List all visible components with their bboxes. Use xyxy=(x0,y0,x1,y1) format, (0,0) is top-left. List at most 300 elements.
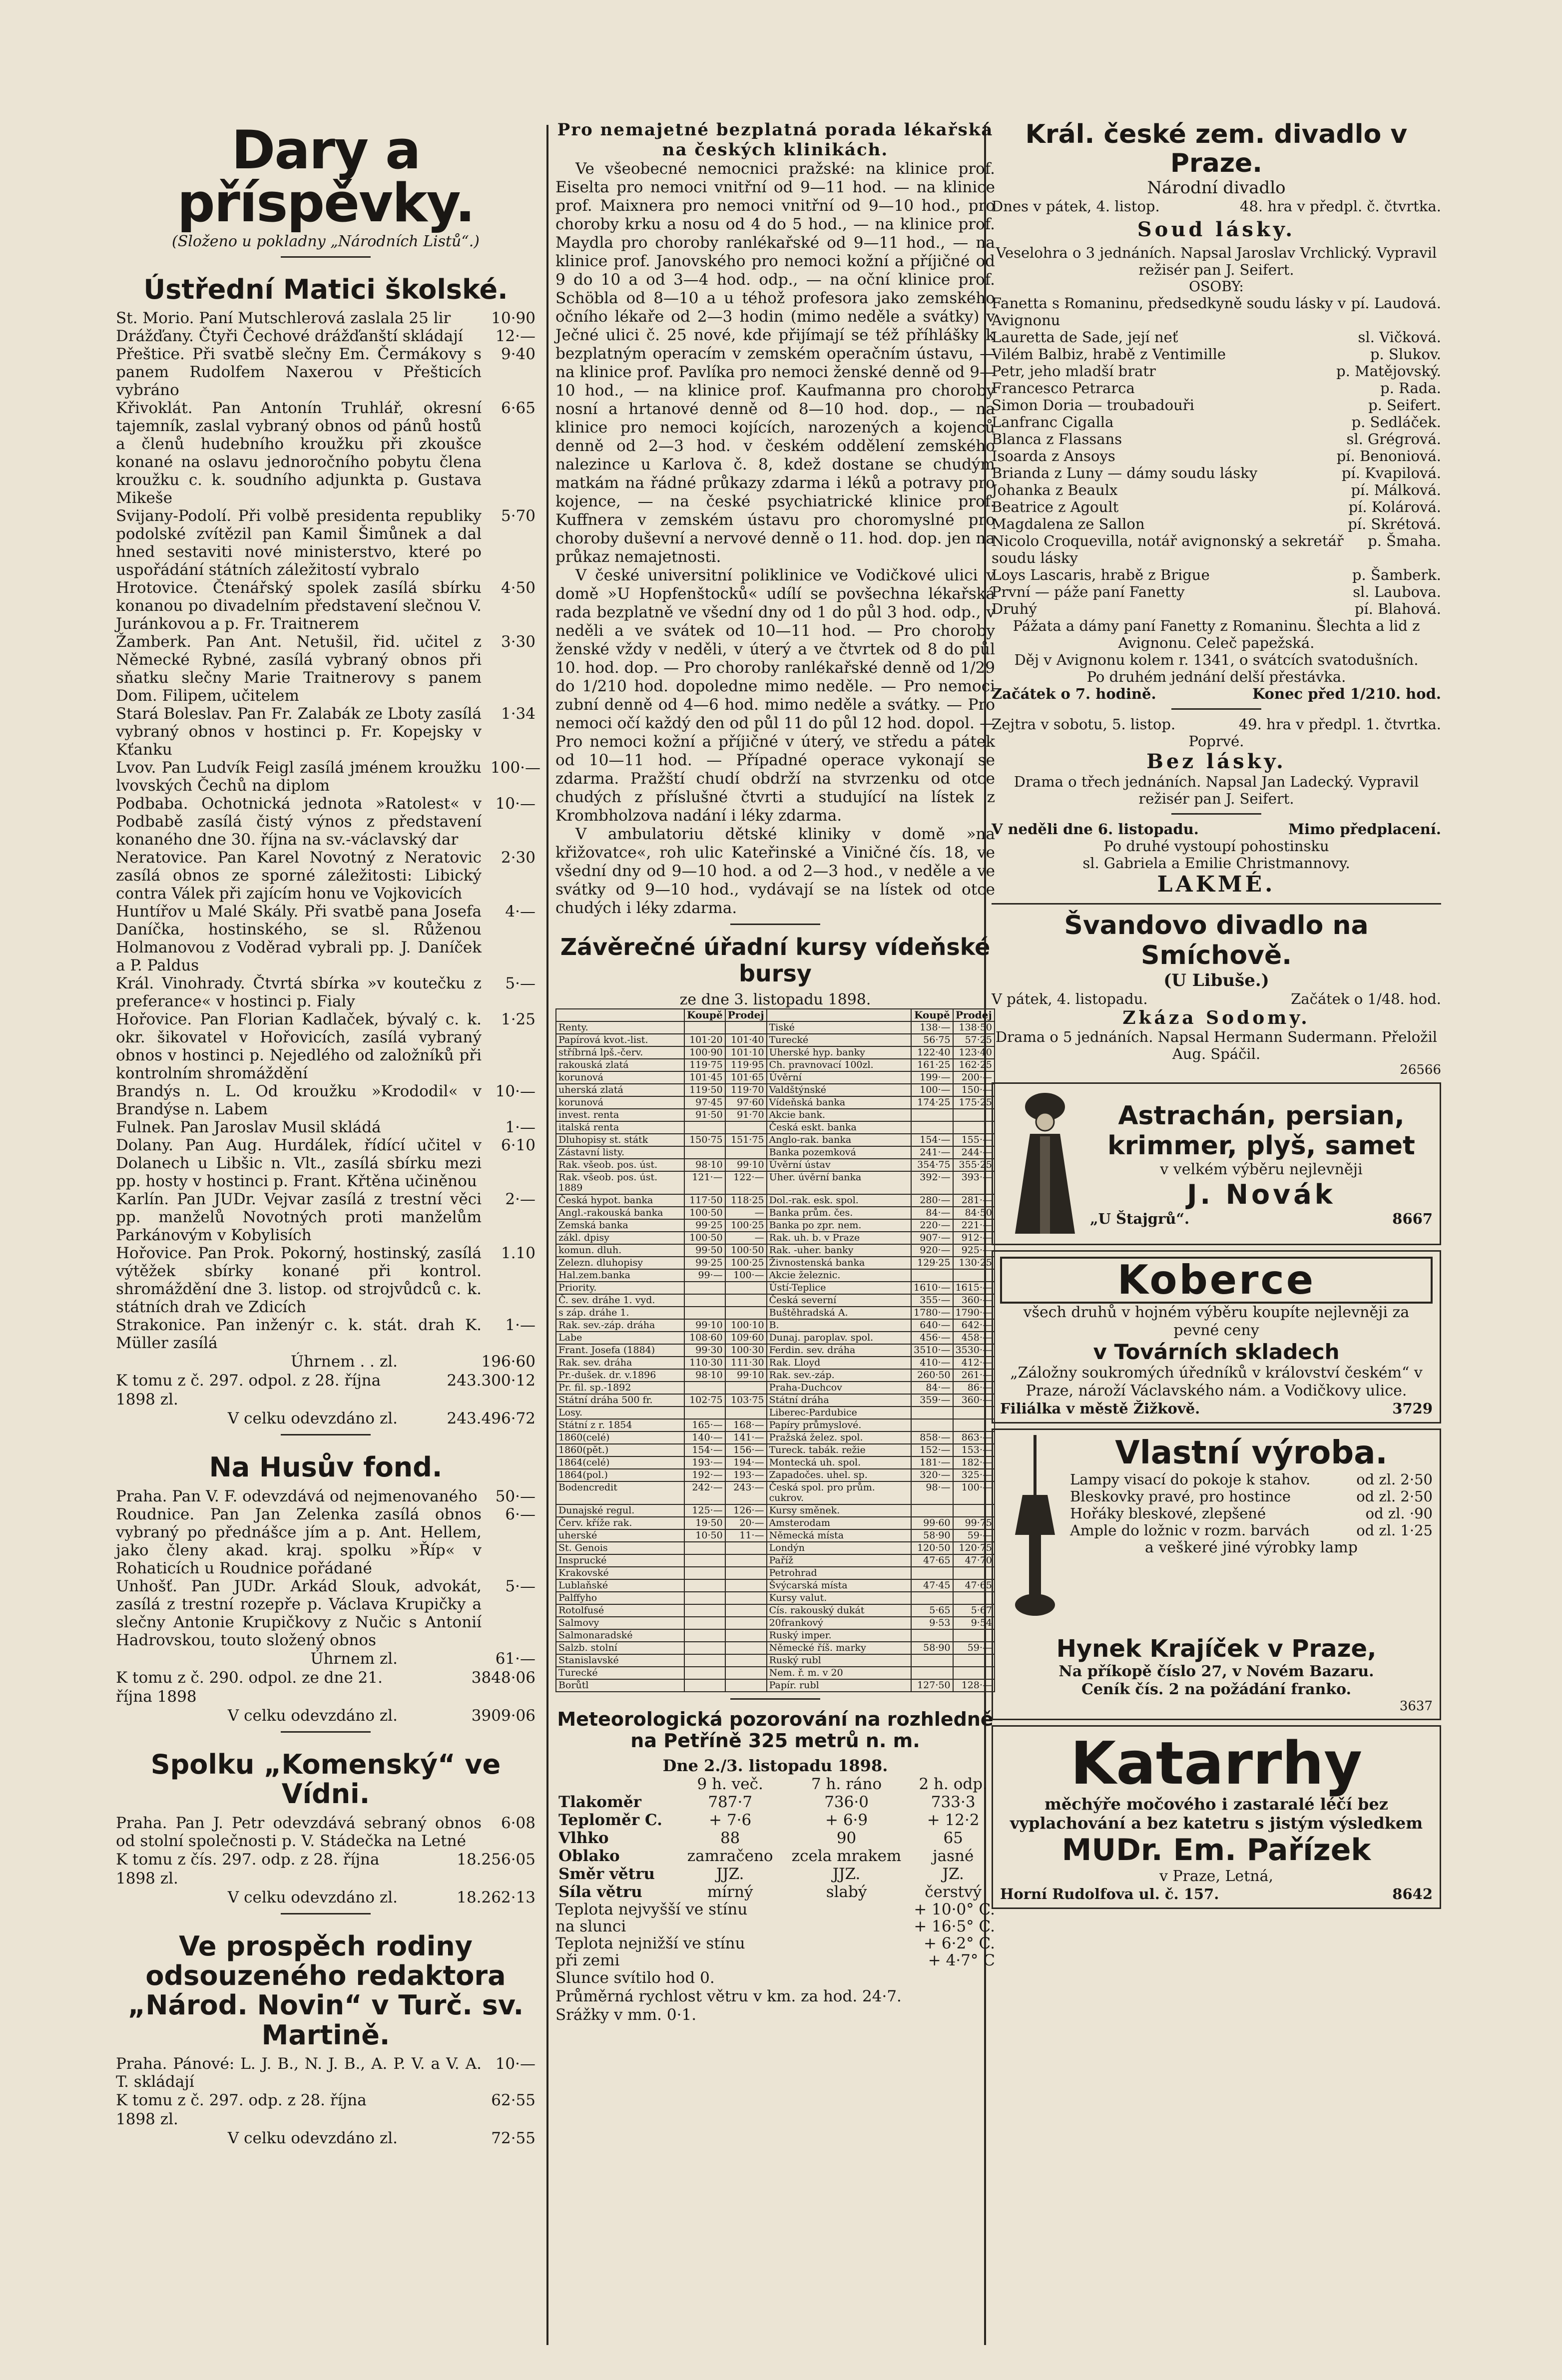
col-header: Koupě xyxy=(911,1009,953,1021)
bursa-cell: Německé říš. marky xyxy=(767,1642,912,1654)
carry-row: K tomu z č. 297. odpol. z 28. října 1898 zl. 243.300·12 xyxy=(116,1372,535,1409)
bursa-cell xyxy=(911,1654,953,1667)
donation-text: Neratovice. Pan Karel Novotný z Neratovic zasílá obnos ze sporné záležitosti: Libický contra Válek při zajícím honu ve Vojkovicích xyxy=(116,849,482,903)
cast-row xyxy=(992,329,1441,346)
play-note: Pážata a dámy paní Fanetty z Romaninu. Šlechta a lid z Avignonu. Celeč papežská. xyxy=(1013,617,1420,651)
date-row: Zejtra v sobotu, 5. listop. 49. hra v předpl. 1. čtvrtka. xyxy=(992,716,1441,733)
bursa-cell: 125·— xyxy=(684,1504,725,1517)
donation-amount: 6·10 xyxy=(501,1136,535,1155)
bursa-cell: Č. sev. dráhe 1. vyd. xyxy=(556,1294,684,1307)
donation-amount: 6·08 xyxy=(501,1814,535,1832)
bursa-cell: Rak. sev.-záp. xyxy=(767,1369,912,1382)
bursa-cell: 360·— xyxy=(953,1394,995,1407)
bursa-cell: Státní z r. 1854 xyxy=(556,1419,684,1431)
bursa-cell: 325·— xyxy=(953,1469,995,1481)
bursa-cell: Pražská želez. spol. xyxy=(767,1431,912,1444)
bursa-cell: Česká hypot. banka xyxy=(556,1194,684,1207)
ad-number: 3637 xyxy=(1399,1699,1433,1714)
bursa-cell: 98·— xyxy=(911,1481,953,1504)
bursa-cell xyxy=(725,1567,767,1579)
bursa-cell: 244·— xyxy=(953,1146,995,1159)
bursa-cell: 174·25 xyxy=(911,1096,953,1109)
meteo-cell: JZ. xyxy=(942,1865,964,1884)
cast-row xyxy=(992,414,1441,431)
donation-amount: 2·30 xyxy=(501,849,535,867)
cast-role: Petr, jeho mladší bratr xyxy=(992,363,1156,380)
donation-text: Huntířov u Malé Skály. Při svatbě pana Josefa Daníčka, hostinského, se sl. Růženou Holmanovou z Voděrad vybrali pp. J. Daníček a P. Paldus xyxy=(116,903,482,975)
bursa-cell xyxy=(911,1629,953,1642)
bursa-row xyxy=(556,1257,995,1269)
bursa-cell: 1860(celé) xyxy=(556,1431,684,1444)
theatre-title: Král. české zem. divadlo v Praze. xyxy=(1025,119,1408,178)
ad-number: 8642 xyxy=(1392,1886,1433,1903)
meteo-rain: Srážky v mm. 0·1. xyxy=(555,2006,697,2024)
bursa-cell xyxy=(725,1146,767,1159)
donation-amount: 12·— xyxy=(495,327,535,346)
bursa-cell: 103·75 xyxy=(725,1394,767,1407)
bursa-cell: 100·— xyxy=(953,1481,995,1504)
donation-amount: 10·— xyxy=(495,795,535,813)
donation-text: Praha. Pan V. F. odevzdává od nejmenovaného xyxy=(116,1487,478,1505)
cast-role: Francesco Petrarca xyxy=(992,380,1135,397)
bursa-cell: 141·— xyxy=(725,1431,767,1444)
bursa-row xyxy=(556,1232,995,1244)
bursa-cell: Česká spol. pro prům. cukrov. xyxy=(767,1481,912,1504)
bursa-cell: Zástavní listy. xyxy=(556,1146,684,1159)
carpet-advert xyxy=(992,1250,1441,1424)
bursa-cell: 154·— xyxy=(911,1134,953,1146)
bursa-cell: 110·30 xyxy=(684,1357,725,1369)
ad-text: měchýře močového i zastaralé léčí bez vyplachování a bez katetru s jistým výsledkem xyxy=(1010,1795,1423,1833)
bursa-cell xyxy=(684,1617,725,1629)
meteo-extreme-row xyxy=(555,1901,995,1918)
bursa-cell: 10·50 xyxy=(684,1529,725,1542)
cast-row xyxy=(992,295,1441,329)
meteo-table xyxy=(555,1775,995,1901)
donation-text: Drážďany. Čtyři Čechové drážďanští skládají xyxy=(116,327,463,346)
cast-actor: p. Šamberk. xyxy=(1352,566,1441,583)
bursa-cell: 101·10 xyxy=(725,1046,767,1059)
ad-text: a veškeré jiné výrobky lamp xyxy=(1145,1539,1358,1556)
bursa-cell: Ústí-Teplice xyxy=(767,1282,912,1294)
bursa-cell: 91·50 xyxy=(684,1109,725,1121)
section-title: Ve prospěch rodiny odsouzeného redaktora „Národ. Novin“ v Turč. sv. Martině. xyxy=(127,1930,524,2051)
bursa-cell: 5·65 xyxy=(911,1604,953,1617)
play-description: Drama o 5 jednáních. Napsal Hermann Sudermann. Přeložil Aug. Spáčil. xyxy=(995,1028,1438,1062)
bursa-cell xyxy=(953,1407,995,1419)
bursa-row xyxy=(556,1431,995,1444)
bursa-cell: 150·— xyxy=(953,1084,995,1096)
bursa-cell: 138·— xyxy=(911,1021,953,1034)
bursa-cell: 912·— xyxy=(953,1232,995,1244)
total-row: Úhrnem zl. 61·— xyxy=(310,1649,535,1668)
bursa-cell: 126·— xyxy=(725,1504,767,1517)
cast-actor: pí. Blahová. xyxy=(1354,600,1441,617)
bursa-row xyxy=(556,1344,995,1357)
bursa-row xyxy=(556,1084,995,1096)
col-header: 7 h. ráno xyxy=(811,1775,882,1794)
bursa-cell: 119·75 xyxy=(684,1059,725,1071)
cast-actor: sl. Laubova. xyxy=(1353,583,1441,600)
play-description: Drama o třech jednáních. Napsal Jan Ladecký. Vypravil režisér pan J. Seifert. xyxy=(1014,773,1419,807)
bursa-cell: Renty. xyxy=(556,1021,684,1034)
donation-amount: 2·— xyxy=(505,1190,535,1209)
divider xyxy=(281,256,371,258)
sum-row: V celku odevzdáno zl. 72·55 xyxy=(227,2129,535,2148)
bursa-cell: 161·25 xyxy=(911,1059,953,1071)
bursa-row xyxy=(556,1194,995,1207)
bursa-cell xyxy=(684,1629,725,1642)
bursa-cell: Tiské xyxy=(767,1021,912,1034)
bursa-row xyxy=(556,1567,995,1579)
cast-role: Johanka z Beaulx xyxy=(992,481,1118,498)
meteo-extreme-label: Teplota nejnižší ve stínu xyxy=(555,1934,745,1953)
bursa-cell: 127·50 xyxy=(911,1679,953,1692)
meteo-extreme-label: Teplota nejvyšší ve stínu xyxy=(555,1901,748,1919)
donation-text: Hořovice. Pan Prok. Pokorný, hostinský, zasílá výtěžek sbírky konané při kontrol. shromáždění dne 3. listop. od strojvůdců c. k. státních drah ve Zdicích xyxy=(116,1244,482,1317)
cast-row xyxy=(992,583,1441,600)
bursa-cell: 920·— xyxy=(911,1244,953,1257)
bursa-cell: 162·25 xyxy=(953,1059,995,1071)
meteo-cell: 733·3 xyxy=(931,1793,976,1812)
bursa-row xyxy=(556,1407,995,1419)
cast-actor: pí. Kvapilová. xyxy=(1341,465,1441,481)
bursa-row xyxy=(556,1282,995,1294)
bursa-row xyxy=(556,1629,995,1642)
meteo-row xyxy=(555,1793,995,1811)
cast-role: Blanca z Flassans xyxy=(992,431,1122,448)
donation-entry xyxy=(116,849,535,903)
bursa-cell xyxy=(684,1121,725,1134)
cast-row xyxy=(992,431,1441,448)
bursa-cell xyxy=(684,1579,725,1592)
section-title: Na Husův fond. xyxy=(209,1451,443,1483)
bursa-cell: Švýcarská místa xyxy=(767,1579,912,1592)
bursa-row xyxy=(556,1121,995,1134)
bursa-cell xyxy=(911,1592,953,1604)
cast-row xyxy=(992,498,1441,515)
donation-text: Karlín. Pan JUDr. Vejvar zasílá z trestní věci pp. manželů Novotných proti manželům Parkánovým v Kobylisích xyxy=(116,1190,482,1245)
play-title: Soud lásky. xyxy=(1137,218,1296,241)
bursa-cell: 123·40 xyxy=(953,1046,995,1059)
svanda-subtitle: (U Libuše.) xyxy=(1163,970,1269,990)
bursa-cell: 261·— xyxy=(953,1369,995,1382)
theatre-ads-column xyxy=(992,120,1441,2350)
bursa-cell xyxy=(911,1109,953,1121)
bursa-cell: Pr. fil. sp.-1892 xyxy=(556,1382,684,1394)
bursa-cell: Amsterodam xyxy=(767,1517,912,1529)
bursa-cell: 140·— xyxy=(684,1431,725,1444)
bursa-cell: — xyxy=(725,1232,767,1244)
divider xyxy=(281,1913,371,1914)
donation-text: Král. Vinohrady. Čtvrtá sbírka »v koutečku z preferance« v hostinci p. Fialy xyxy=(116,974,482,1011)
bursa-cell: 99·10 xyxy=(725,1369,767,1382)
bursa-cell: 100·50 xyxy=(684,1207,725,1219)
bursa-cell: 19·50 xyxy=(684,1517,725,1529)
bursa-cell: Turecké xyxy=(556,1667,684,1679)
bursa-cell xyxy=(911,1504,953,1517)
bursa-cell: 5·67 xyxy=(953,1604,995,1617)
cast-row xyxy=(992,397,1441,414)
ad-headline: Astrachán, persian, xyxy=(1118,1100,1405,1131)
bursa-cell: St. Genois xyxy=(556,1542,684,1554)
cast-role: Lauretta de Sade, její neť xyxy=(992,329,1178,346)
bursa-cell: Úvěrní ústav xyxy=(767,1159,912,1171)
bursa-cell: 193·— xyxy=(684,1456,725,1469)
bursa-cell xyxy=(725,1307,767,1319)
donations-subtitle: (Složeno u pokladny „Národních Listů“.) xyxy=(172,233,480,250)
bursa-date: ze dne 3. listopadu 1898. xyxy=(679,990,871,1008)
meteo-date: Dne 2./3. listopadu 1898. xyxy=(662,1756,888,1776)
bursa-cell xyxy=(911,1419,953,1431)
bursa-cell xyxy=(725,1604,767,1617)
divider xyxy=(281,1434,371,1435)
bursa-cell: 100·25 xyxy=(725,1219,767,1232)
bursa-cell: 165·— xyxy=(684,1419,725,1431)
meteo-cell: 90 xyxy=(836,1829,857,1848)
bursa-cell: korunová xyxy=(556,1096,684,1109)
product-row xyxy=(1070,1505,1433,1522)
donation-text: Unhošť. Pan JUDr. Arkád Slouk, advokát, zasílá z trestní rozepře p. Václava Krupičky a slečny Antonie Krupičkovy z Nučic s Antonií Hadrovskou, touto složený obnos xyxy=(116,1577,482,1649)
meteo-row xyxy=(555,1883,995,1901)
donation-entry xyxy=(116,1316,535,1352)
cast-role: Druhý xyxy=(992,600,1037,617)
meteo-cell: JJZ. xyxy=(716,1865,744,1884)
bursa-cell: 100·— xyxy=(725,1269,767,1282)
bursa-cell: Angl.-rakouská banka xyxy=(556,1207,684,1219)
bursa-cell: 122·40 xyxy=(911,1046,953,1059)
bursa-cell: 9·54 xyxy=(953,1617,995,1629)
bursa-cell: 56·75 xyxy=(911,1034,953,1046)
lamp-icon xyxy=(1000,1435,1070,1635)
product-price: od zl. 2·50 xyxy=(1356,1488,1433,1505)
donation-entry xyxy=(116,974,535,1010)
bursa-row xyxy=(556,1679,995,1692)
bursa-cell: 858·— xyxy=(911,1431,953,1444)
cast-list xyxy=(992,295,1441,617)
bursa-cell: Valdštýnské xyxy=(767,1084,912,1096)
donation-text: Hrotovice. Čtenářský spolek zasílá sbírku konanou po divadelním představení slečnou V. Juránkovou a p. Fr. Traitnerem xyxy=(116,579,482,633)
cast-row xyxy=(992,448,1441,465)
bursa-cell: 121·— xyxy=(684,1171,725,1194)
time-row: Začátek o 7. hodině. Konec před 1/210. hod. xyxy=(992,685,1441,702)
bursa-cell: Dunajské regul. xyxy=(556,1504,684,1517)
bursa-cell: 98·10 xyxy=(684,1369,725,1382)
donation-amount: 4·— xyxy=(505,903,535,921)
bursa-cell: Úvěrní xyxy=(767,1071,912,1084)
bursa-cell: Tureck. tabák. režie xyxy=(767,1444,912,1456)
carry-row: K tomu z čís. 297. odp. z 28. října 1898 zl. 18.256·05 xyxy=(116,1850,535,1888)
donation-text: Lvov. Pan Ludvík Feigl zasílá jménem kroužku lvovských Čechů na diplom xyxy=(116,759,482,795)
bursa-cell xyxy=(725,1654,767,1667)
bursa-cell: 59·— xyxy=(953,1529,995,1542)
bursa-row xyxy=(556,1021,995,1034)
ad-text: „Záložny soukromých úředníků v království českém“ v Praze, nároží Václavského nám. a Vodičkovy ulice. xyxy=(1010,1364,1423,1400)
product-name: Ample do ložnic v rozm. barvách xyxy=(1070,1522,1310,1539)
bursa-cell: 200·— xyxy=(953,1071,995,1084)
bursa-cell: 1610·— xyxy=(911,1282,953,1294)
bursa-cell: 907·— xyxy=(911,1232,953,1244)
bursa-cell: 456·— xyxy=(911,1332,953,1344)
bursa-row xyxy=(556,1481,995,1504)
donation-entry xyxy=(116,705,535,759)
bursa-cell: italská renta xyxy=(556,1121,684,1134)
sum-row: V celku odevzdáno zl. 3909·06 xyxy=(227,1706,535,1725)
bursa-row xyxy=(556,1369,995,1382)
clinics-bursa-column xyxy=(555,120,995,2350)
bursa-row xyxy=(556,1207,995,1219)
cast-row xyxy=(992,481,1441,498)
bursa-cell: 59·— xyxy=(953,1642,995,1654)
bursa-cell xyxy=(725,1382,767,1394)
bursa-cell: Turecké xyxy=(767,1034,912,1046)
meteo-cell: Teploměr C. xyxy=(558,1811,662,1830)
donation-entry xyxy=(116,1244,535,1316)
product-name: Bleskovky pravé, pro hostince xyxy=(1070,1488,1291,1505)
bursa-cell: Zemská banka xyxy=(556,1219,684,1232)
bursa-cell: 458·— xyxy=(953,1332,995,1344)
bursa-cell: 91·70 xyxy=(725,1109,767,1121)
bursa-cell: 100·— xyxy=(911,1084,953,1096)
bursa-cell: 117·50 xyxy=(684,1194,725,1207)
play-title: LAKMÉ. xyxy=(1157,872,1276,897)
bursa-cell xyxy=(684,1654,725,1667)
bursa-cell: 47·65 xyxy=(911,1554,953,1567)
cast-actor: pí. Benoniová. xyxy=(1336,448,1441,465)
ad-name: J. Novák xyxy=(1187,1178,1336,1210)
bursa-cell xyxy=(911,1407,953,1419)
fur-advert xyxy=(992,1082,1441,1245)
bursa-cell: Cís. rakouský dukát xyxy=(767,1604,912,1617)
bursa-cell xyxy=(684,1307,725,1319)
bursa-title: Závěrečné úřadní kursy vídeňské bursy xyxy=(560,934,991,987)
bursa-cell: 280·— xyxy=(911,1194,953,1207)
bursa-cell: Uher. úvěrní banka xyxy=(767,1171,912,1194)
bursa-cell xyxy=(684,1407,725,1419)
meteo-cell: + 7·6 xyxy=(709,1811,752,1830)
donation-amount: 6·65 xyxy=(501,399,535,418)
bursa-cell xyxy=(684,1592,725,1604)
cast-role: Loys Lascaris, hrabě z Brigue xyxy=(992,566,1210,583)
meteo-cell: zamračeno xyxy=(687,1847,773,1866)
bursa-cell: 1615·— xyxy=(953,1282,995,1294)
meteo-extreme-value: + 4·7° C xyxy=(928,1951,995,1970)
bursa-cell: 99·10 xyxy=(684,1319,725,1332)
cast-actor: p. Rada. xyxy=(1380,380,1441,397)
bursa-cell: 122·— xyxy=(725,1171,767,1194)
bursa-cell: 99·75 xyxy=(953,1517,995,1529)
bursa-cell: Uherské hyp. banky xyxy=(767,1046,912,1059)
donation-amount: 6·— xyxy=(505,1505,535,1523)
bursa-cell: 3510·— xyxy=(911,1344,953,1357)
bursa-cell: stříbrná lpš.-červ. xyxy=(556,1046,684,1059)
bursa-cell: Ferdin. sev. dráha xyxy=(767,1344,912,1357)
meteo-sun: Slunce svítilo hod 0. xyxy=(555,1969,715,1987)
cast-row xyxy=(992,566,1441,583)
bursa-row xyxy=(556,1219,995,1232)
bursa-cell xyxy=(725,1667,767,1679)
bursa-cell: Banka prům. čes. xyxy=(767,1207,912,1219)
meteo-row xyxy=(555,1865,995,1883)
clinics-paragraph: Ve všeobecné nemocnici pražské: na klinice prof. Eiselta pro nemoci vnitřní od 9—11 hod. — na klinice prof. Maixnera pro nemoci vnitřní od 9—10 hod., pro choroby krku a nosu od 4 do 5 hod., — na klinice prof. Maydla pro choroby ranlékařské od 9—11 hod., — na klinice prof. Janovského pro nemoci kožní a příjičné od 9 do 10 a od 3—4 hod. odp., — na oční klinice prof. Schöbla od 8—10 a u téhož profesora jako zemského očního lékaře od 2—3 hodin (mimo neděle a svátky) v Ječné ulici č. 25 nové, kde přijímají se též příhlášky k bezplatným operacím v zemském operačním ústavu, — na klinice prof. Pavlíka pro nemoci ženské denně od 9—10 hod., — na klinice prof. Kaufmanna pro choroby nosní a hrtanové denně od 8—10 hod. dop., — na klinice pro nemoci kojících, narozených a kojenců denně od 2—3 hod. v českém oddělení zemského nalezince u Karlova č. 8, kdež dostane se chudým matkám na řádné průkazy zdarma i léků a potravy pro kojence, — na české psychiatrické klinice prof. Kuffnera v zemském ústavu pro choromyslné pro choroby duševní a nervové denně o 11. hod. dop. jen na průkaz nemajetnosti. xyxy=(555,160,995,566)
donation-amount: 5·70 xyxy=(501,507,535,525)
cast-role: Beatrice z Agoult xyxy=(992,498,1119,515)
ad-number: 8667 xyxy=(1392,1210,1433,1227)
bursa-cell: 175·25 xyxy=(953,1096,995,1109)
meteo-cell: Vlhko xyxy=(558,1829,609,1848)
bursa-cell: Zapadočes. uhel. sp. xyxy=(767,1469,912,1481)
bursa-cell: 354·75 xyxy=(911,1159,953,1171)
bursa-cell: Rak. -uher. banky xyxy=(767,1244,912,1257)
bursa-cell: 129·25 xyxy=(911,1257,953,1269)
bursa-cell: 355·— xyxy=(911,1294,953,1307)
bursa-cell xyxy=(953,1654,995,1667)
meteo-cell: zcela mrakem xyxy=(791,1847,902,1866)
meteo-cell: 88 xyxy=(720,1829,740,1848)
bursa-cell: Pr.-dušek. dr. v.1896 xyxy=(556,1369,684,1382)
bursa-cell: 58·90 xyxy=(911,1529,953,1542)
ad-headline: Katarrhy xyxy=(1070,1729,1363,1798)
donation-text: Podbaba. Ochotnická jednota »Ratolest« v Podbabě zasílá čistý výnos z představení konaného dne 30. října na sv.-václavský dar xyxy=(116,795,482,849)
bursa-cell xyxy=(725,1579,767,1592)
play-note: Po druhém jednání delší přestávka. xyxy=(1086,668,1346,685)
bursa-row xyxy=(556,1667,995,1679)
bursa-cell: 100·25 xyxy=(725,1257,767,1269)
donation-entry xyxy=(116,345,535,399)
meteo-cell: + 12·2 xyxy=(927,1811,980,1830)
bursa-cell: Ruský rubl xyxy=(767,1654,912,1667)
bursa-row xyxy=(556,1332,995,1344)
bursa-cell: Rak. sev. dráha xyxy=(556,1357,684,1369)
donation-entry xyxy=(116,1487,535,1505)
bursa-cell: Hal.zem.banka xyxy=(556,1269,684,1282)
play-title: Zkáza Sodomy. xyxy=(1122,1007,1310,1028)
donation-text: Dolany. Pan Aug. Hurdálek, řídící učitel v Dolanech u Libšic n. Vlt., zasílá sbírku mezi pp. hosty v hostinci p. Frant. Křtěna učiněnou xyxy=(116,1136,482,1191)
bursa-cell xyxy=(684,1667,725,1679)
bursa-cell: 100·30 xyxy=(725,1344,767,1357)
ad-name: MUDr. Em. Pařízek xyxy=(1061,1833,1371,1868)
bursa-cell: invest. renta xyxy=(556,1109,684,1121)
donation-text: St. Morio. Paní Mutschlerová zaslala 25 lir xyxy=(116,309,451,328)
donation-amount: 1·— xyxy=(505,1316,535,1335)
bursa-row xyxy=(556,1059,995,1071)
bursa-cell: Rak. Lloyd xyxy=(767,1357,912,1369)
donation-text: Žamberk. Pan Ant. Netušil, řid. učitel z Německé Rybné, zasílá vybraný obnos při sňatku slečny Marie Traitnerovy s panem Dom. Filipem, učitelem xyxy=(116,633,482,705)
bursa-cell: 20·— xyxy=(725,1517,767,1529)
bursa-cell: 86·— xyxy=(953,1382,995,1394)
meteo-cell: Oblako xyxy=(558,1847,620,1866)
bursa-cell xyxy=(911,1667,953,1679)
product-row xyxy=(1070,1488,1433,1505)
donation-entry xyxy=(116,309,535,327)
donation-text: Praha. Pánové: L. J. B., N. J. B., A. P. V. a V. A. T. skládají xyxy=(116,2055,482,2091)
donation-amount: 4·50 xyxy=(501,579,535,597)
cast-row xyxy=(992,380,1441,397)
bursa-cell: Montecká uh. spol. xyxy=(767,1456,912,1469)
bursa-cell: Paříž xyxy=(767,1554,912,1567)
divider xyxy=(281,1731,371,1733)
bursa-cell: 47·45 xyxy=(911,1579,953,1592)
bursa-cell: 101·20 xyxy=(684,1034,725,1046)
bursa-row xyxy=(556,1579,995,1592)
bursa-cell: 1780·— xyxy=(911,1307,953,1319)
donation-entry xyxy=(116,1505,535,1577)
donation-text: Přeštice. Při svatbě slečny Em. Čermákovy s panem Rudolfem Naxerou v Přešticích vybráno xyxy=(116,345,482,400)
bursa-cell: Státní dráha 500 fr. xyxy=(556,1394,684,1407)
bursa-row xyxy=(556,1046,995,1059)
cast-row xyxy=(992,346,1441,363)
bursa-cell xyxy=(684,1567,725,1579)
